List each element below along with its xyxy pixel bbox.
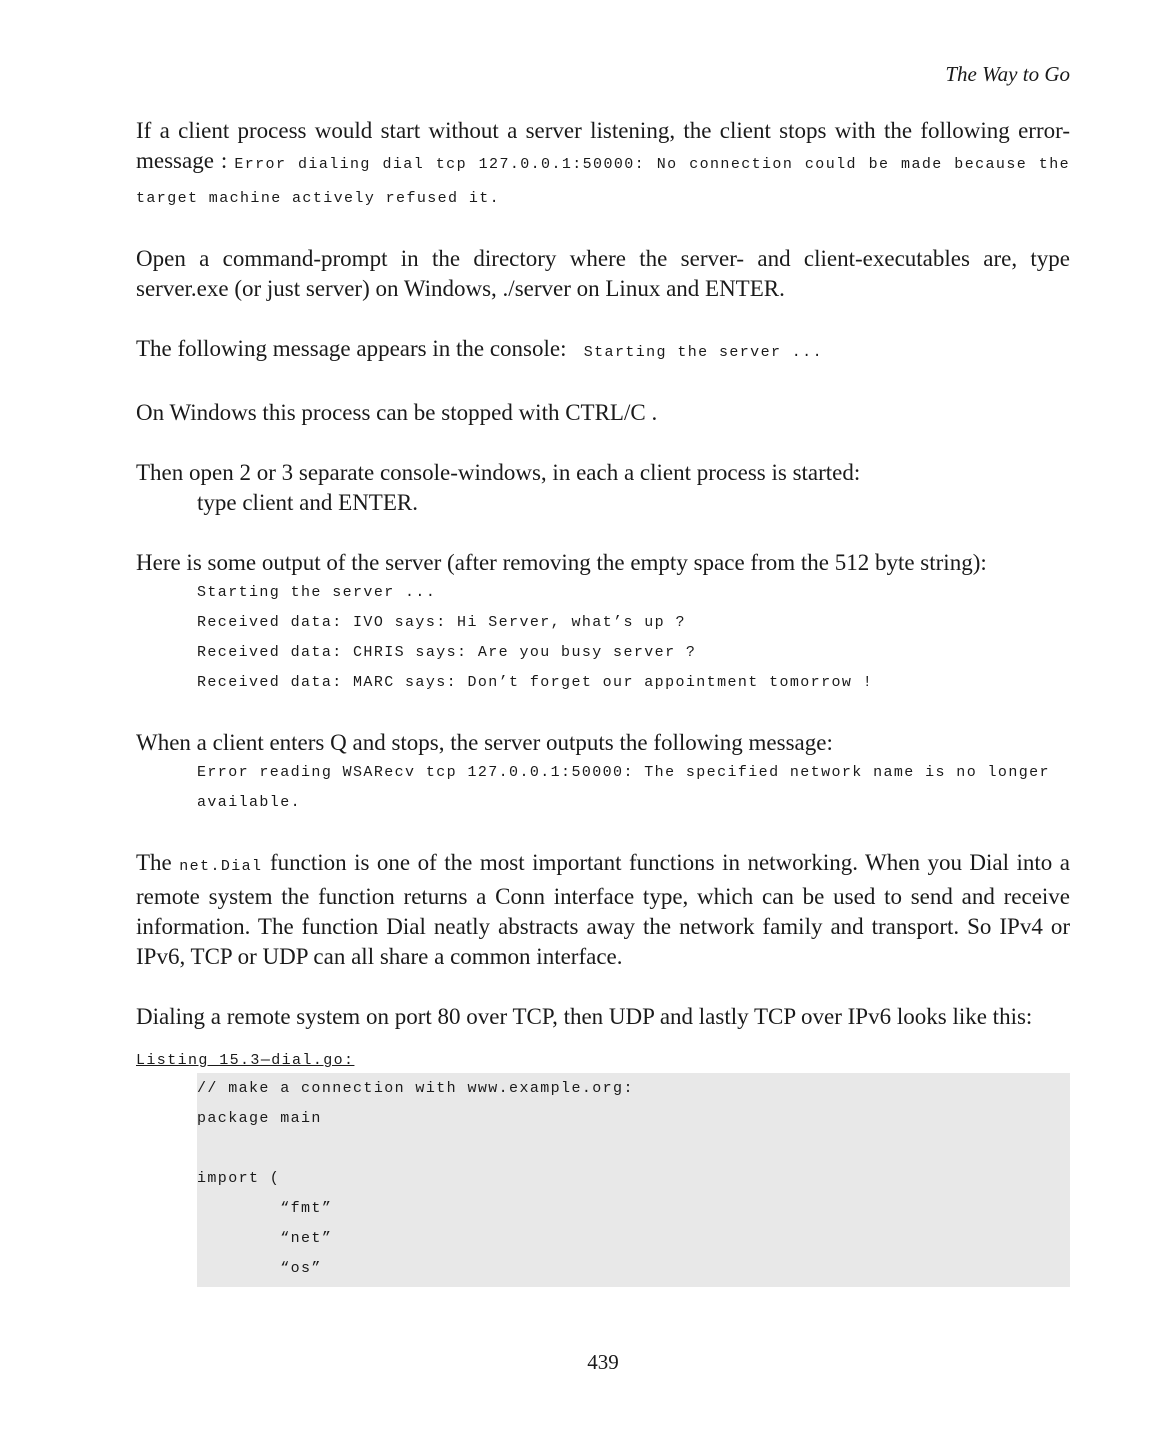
- running-header: The Way to Go: [945, 62, 1070, 86]
- code-line: Received data: MARC says: Don’t forget our appointment tomorrow !: [197, 674, 874, 691]
- code-line: [197, 1134, 1070, 1164]
- paragraph-dialing: Dialing a remote system on port 80 over TCP, then UDP and lastly TCP over IPv6 looks like this:: [136, 1004, 1033, 1029]
- paragraph-text: The following message appears in the console:: [136, 336, 567, 361]
- code-line: package main: [197, 1110, 322, 1127]
- code-block-server-output: [136, 578, 1070, 698]
- inline-code: Error dialing dial tcp 127.0.0.1:50000: No connection could be made because the target machine actively refused it.: [136, 156, 1070, 207]
- listing-label: Listing 15.3—dial.go:: [136, 1052, 355, 1069]
- code-listing: [197, 1073, 1070, 1287]
- page-content: [136, 116, 1070, 1287]
- paragraph-net-dial: [136, 848, 1070, 972]
- code-line: // make a connection with www.example.org:: [197, 1080, 634, 1097]
- paragraph-client-error: [136, 116, 1070, 214]
- code-line: “os”: [197, 1260, 322, 1277]
- code-line: available.: [197, 794, 302, 811]
- paragraph-open-prompt: Open a command-prompt in the directory where the server- and client-executables are, type server.exe (or just server) on Windows, ./server on Linux and ENTER.: [136, 246, 1070, 301]
- code-line: Error reading WSARecv tcp 127.0.0.1:50000: The specified network name is no longer: [197, 764, 1050, 781]
- paragraph-text: If a client process would start without a server listening, the client stops with the following error-message :: [136, 118, 1070, 173]
- paragraph-server-output: Here is some output of the server (after removing the empty space from the 512 byte string):: [136, 550, 987, 575]
- code-line: Starting the server ...: [197, 584, 437, 601]
- paragraph-text: Then open 2 or 3 separate console-windows, in each a client process is started:: [136, 460, 861, 485]
- paragraph-console-message: [136, 334, 1070, 368]
- code-line: Received data: IVO says: Hi Server, what’s up ?: [197, 614, 686, 631]
- code-block-error: [136, 758, 1070, 818]
- code-line: “fmt”: [197, 1200, 333, 1217]
- paragraph-client-quit: When a client enters Q and stops, the server outputs the following message:: [136, 730, 833, 755]
- paragraph-text: function is one of the most important functions in networking. When you Dial into a remote system the function returns a Conn interface type, which can be used to send and receive information. The function Dial neatly abstracts away the network family and transport. So IPv4 or IPv6, TCP or UDP can all share a common interface.: [136, 850, 1070, 969]
- paragraph-text-indented: type client and ENTER.: [197, 490, 418, 515]
- paragraph-text: The: [136, 850, 180, 875]
- code-line: import (: [197, 1170, 281, 1187]
- inline-code: net.Dial: [179, 858, 263, 875]
- paragraph-windows-stop: On Windows this process can be stopped with CTRL/C .: [136, 400, 658, 425]
- page-number: 439: [587, 1350, 619, 1374]
- inline-code: Starting the server ...: [583, 344, 823, 361]
- paragraph-open-consoles: [136, 458, 1070, 518]
- code-line: “net”: [197, 1230, 333, 1247]
- code-line: Received data: CHRIS says: Are you busy server ?: [197, 644, 697, 661]
